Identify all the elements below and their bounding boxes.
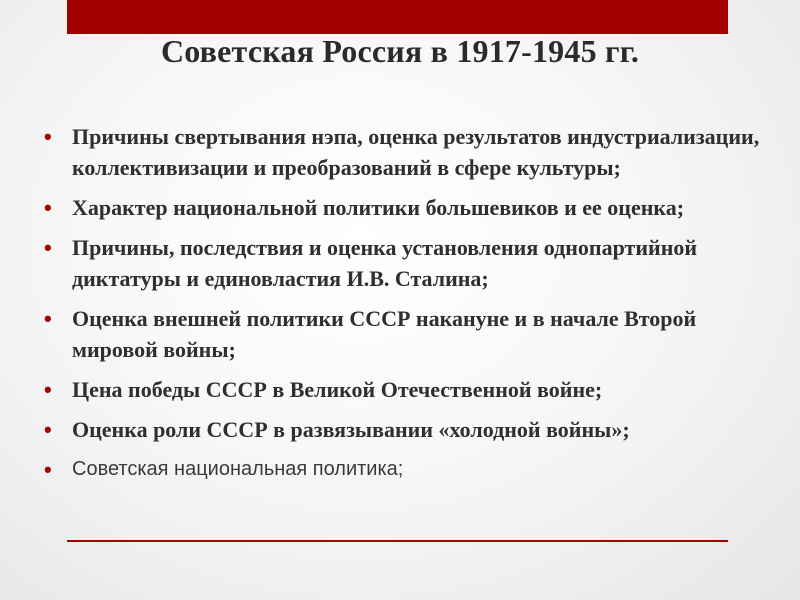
bullet-item bbox=[44, 303, 784, 365]
bullet-icon: • bbox=[44, 235, 52, 260]
bullet-item bbox=[44, 454, 784, 485]
bullet-item bbox=[44, 121, 784, 183]
bullet-text: Оценка роли СССР в развязывании «холодной войны»; bbox=[72, 417, 630, 442]
bullet-icon: • bbox=[44, 124, 52, 149]
bullet-item bbox=[44, 414, 784, 445]
bullet-text: Оценка внешней политики СССР накануне и в начале Второй мировой войны; bbox=[72, 306, 697, 362]
bullet-icon: • bbox=[44, 457, 52, 482]
bullet-text: Причины свертывания нэпа, оценка результатов индустриализации, коллективизации и преобразований в сфере культуры; bbox=[72, 124, 760, 180]
slide-title: Советская Россия в 1917-1945 гг. bbox=[160, 33, 640, 69]
bottom-divider bbox=[67, 540, 728, 542]
bullet-text: Цена победы СССР в Великой Отечественной войне; bbox=[72, 377, 603, 402]
bullet-icon: • bbox=[44, 377, 52, 402]
bullet-item bbox=[44, 374, 784, 405]
bullet-item bbox=[44, 192, 784, 223]
bullet-item bbox=[44, 232, 784, 294]
bullet-text: Советская национальная политика; bbox=[72, 458, 404, 480]
bullet-text: Характер национальной политики большевиков и ее оценка; bbox=[72, 195, 685, 220]
bullet-icon: • bbox=[44, 417, 52, 442]
bullet-icon: • bbox=[44, 306, 52, 331]
bullet-icon: • bbox=[44, 195, 52, 220]
bullet-list bbox=[44, 121, 784, 494]
top-accent-band bbox=[67, 0, 728, 34]
bullet-text: Причины, последствия и оценка установления однопартийной диктатуры и единовластия И.В. Сталина; bbox=[72, 235, 698, 291]
